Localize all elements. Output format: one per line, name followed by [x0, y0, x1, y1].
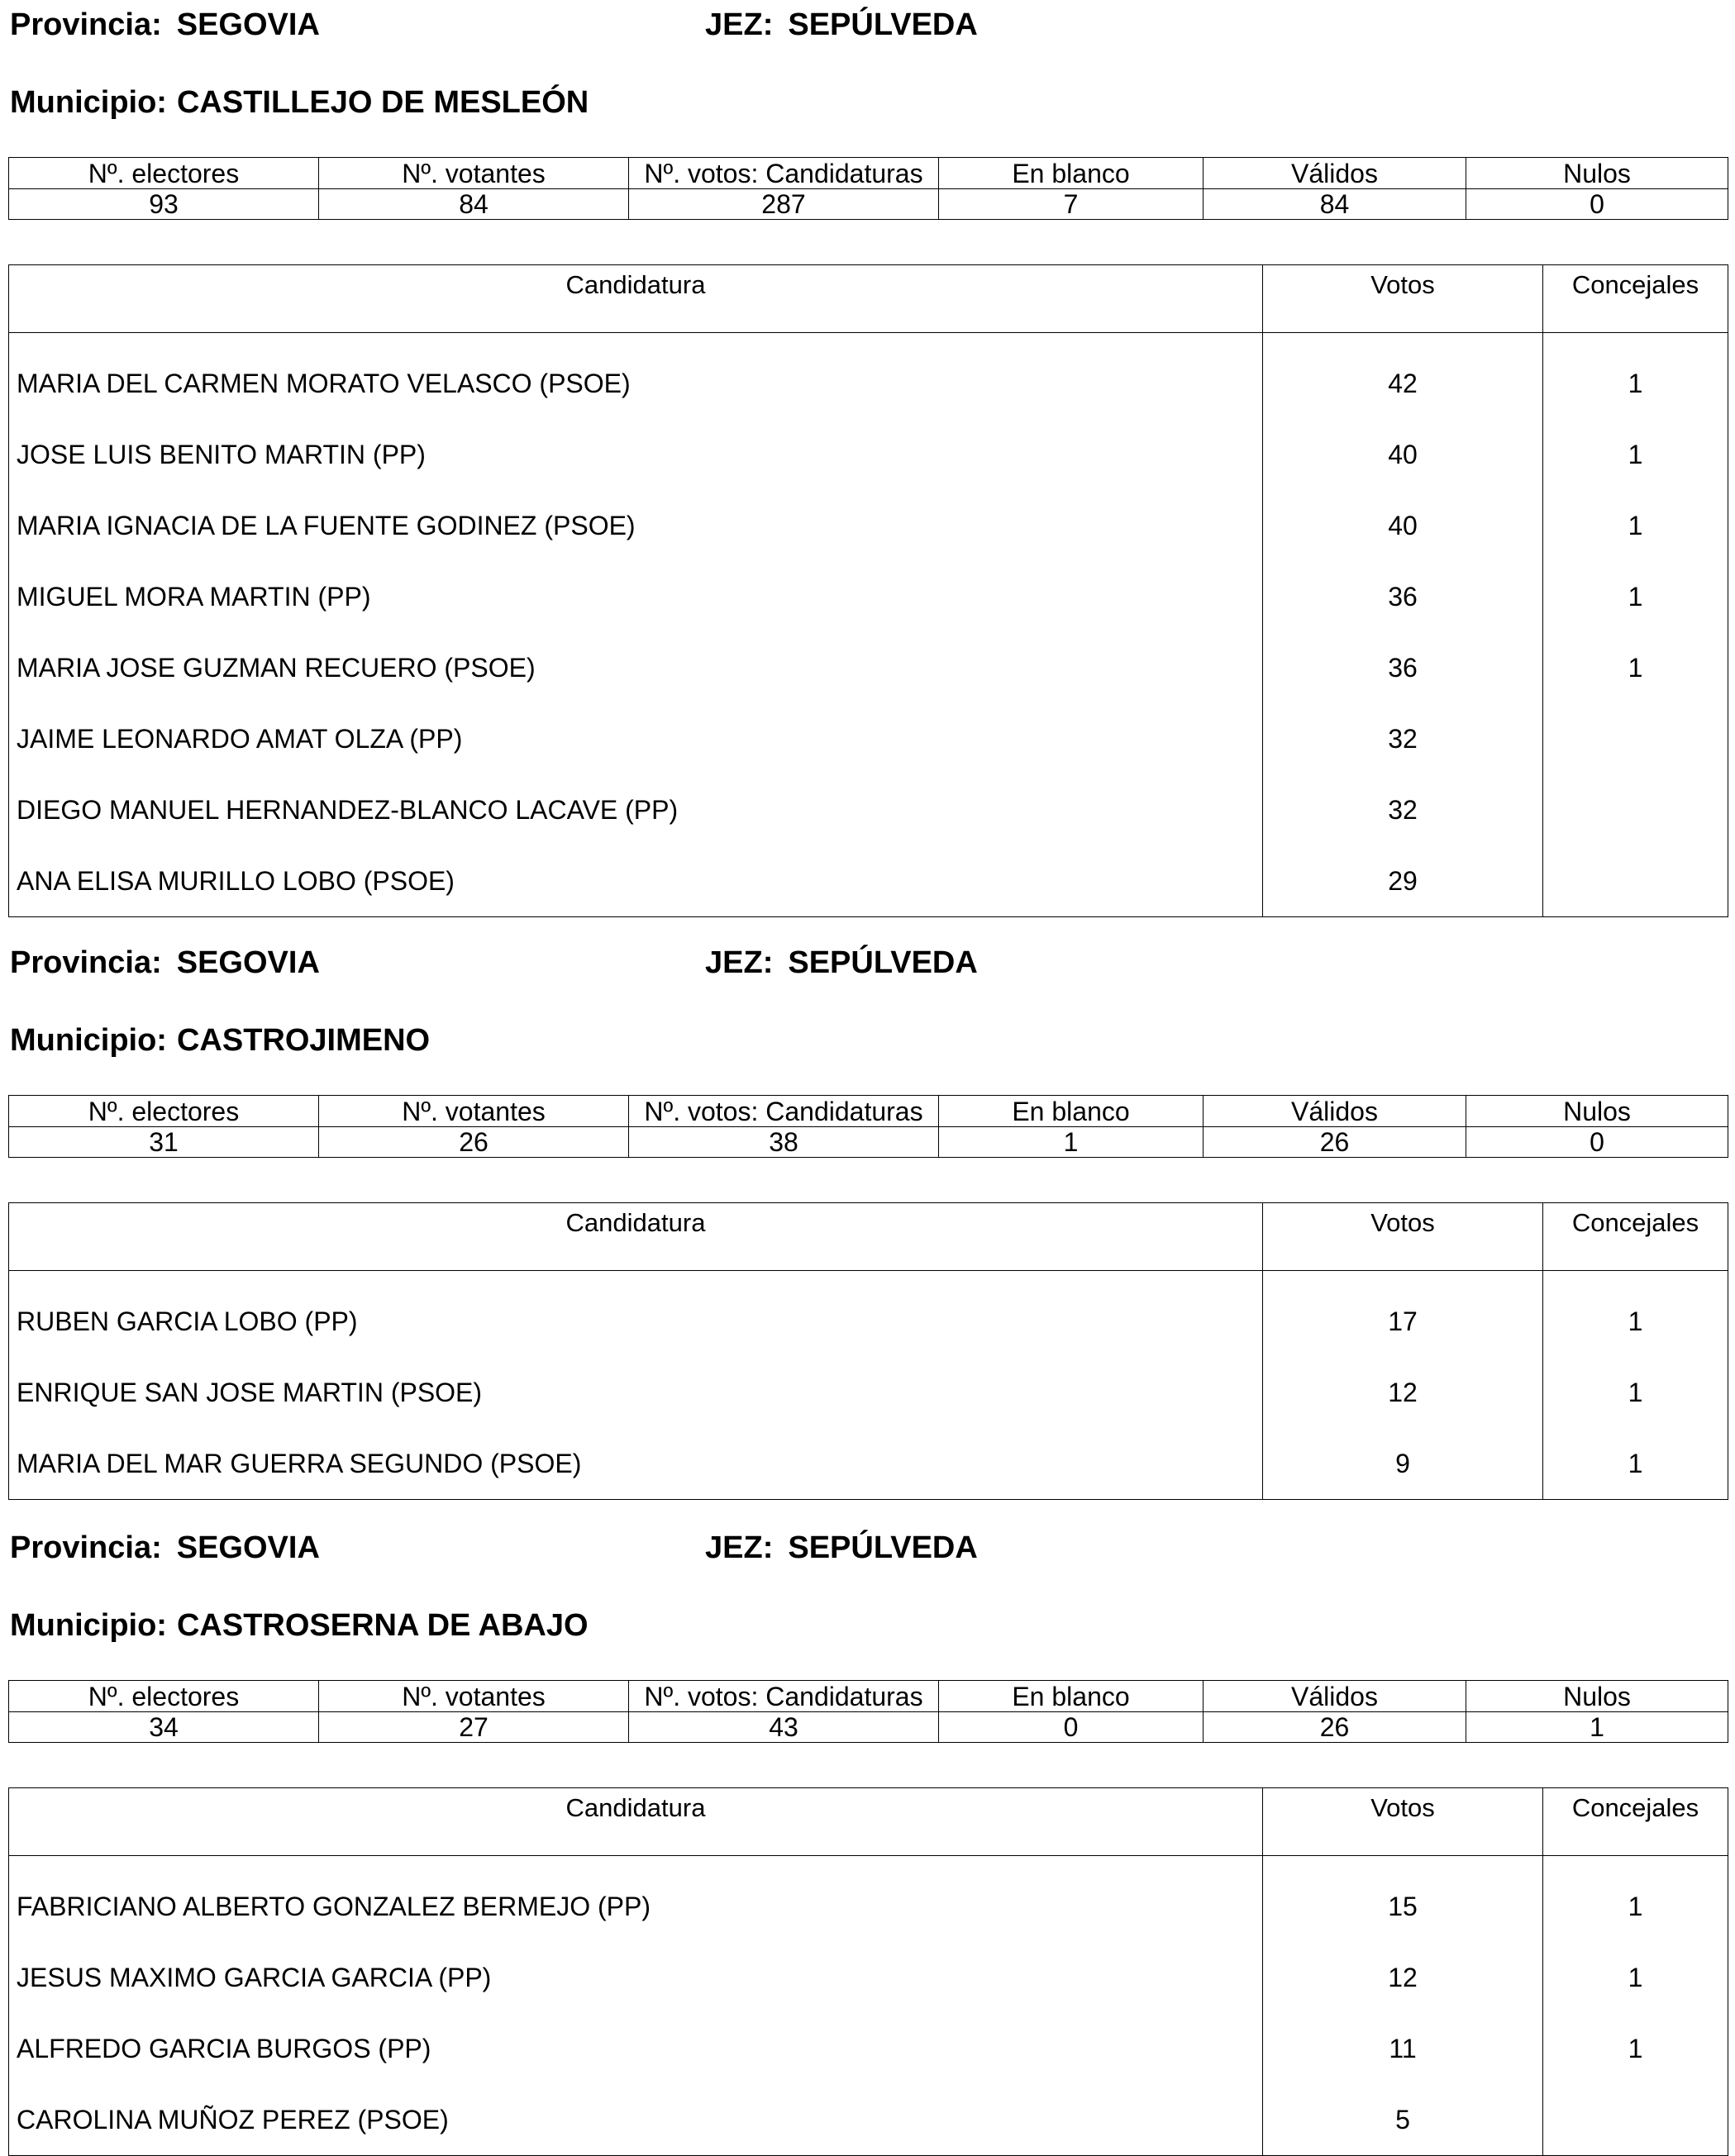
- stats-header-row: [9, 1096, 1728, 1127]
- candidate-name: ENRIQUE SAN JOSE MARTIN (PSOE): [17, 1377, 483, 1407]
- header-votos: Votos: [1263, 265, 1543, 333]
- stat-header-nulos: Nulos: [1466, 1096, 1728, 1127]
- stat-header-nulos: Nulos: [1466, 1681, 1728, 1712]
- candidate-concejales: 1: [1543, 1871, 1728, 1942]
- candidate-name: MARIA DEL MAR GUERRA SEGUNDO (PSOE): [17, 1448, 582, 1478]
- candidate-votos: 32: [1263, 774, 1543, 845]
- candidate-concejales: 1: [1543, 561, 1728, 632]
- stat-electores: 34: [9, 1712, 319, 1743]
- candidates-header-row: [9, 265, 1728, 333]
- candidate-votos: 17: [1263, 1286, 1543, 1357]
- provincia-heading: [10, 945, 320, 981]
- provincia-label: Provincia:: [10, 1530, 162, 1565]
- provincia-value: SEGOVIA: [176, 945, 320, 980]
- candidate-name: ANA ELISA MURILLO LOBO (PSOE): [17, 865, 455, 896]
- stats-table: [8, 1680, 1728, 1743]
- candidate-concejales: 1: [1543, 1942, 1728, 2013]
- candidate-votos: 36: [1263, 561, 1543, 632]
- stat-en-blanco: 1: [939, 1127, 1204, 1158]
- candidate-name: JAIME LEONARDO AMAT OLZA (PP): [17, 723, 463, 754]
- candidate-row: [9, 1286, 1728, 1357]
- candidate-votos: 5: [1263, 2084, 1543, 2156]
- header-candidatura: Candidatura: [9, 1788, 1263, 1856]
- stat-header-validos: Válidos: [1204, 1096, 1466, 1127]
- jez-heading: [705, 1530, 978, 1566]
- candidate-row: [9, 348, 1728, 419]
- stat-header-validos: Válidos: [1204, 158, 1466, 189]
- spacer-row: [9, 333, 1728, 349]
- candidate-concejales: [1543, 703, 1728, 774]
- candidate-votos: 40: [1263, 490, 1543, 561]
- candidate-row: [9, 561, 1728, 632]
- provincia-heading: [10, 1530, 320, 1566]
- stat-header-en-blanco: En blanco: [939, 158, 1204, 189]
- header-votos: Votos: [1263, 1788, 1543, 1856]
- stat-header-votos-candidaturas: Nº. votos: Candidaturas: [629, 1096, 939, 1127]
- candidate-name: JOSE LUIS BENITO MARTIN (PP): [17, 439, 426, 469]
- candidate-name: CAROLINA MUÑOZ PEREZ (PSOE): [17, 2104, 449, 2135]
- provincia-label: Provincia:: [10, 945, 162, 980]
- jez-label: JEZ:: [705, 7, 774, 42]
- stat-en-blanco: 7: [939, 189, 1204, 220]
- spacer-row: [9, 1856, 1728, 1872]
- candidate-name: ALFREDO GARCIA BURGOS (PP): [17, 2033, 431, 2063]
- stat-validos: 26: [1204, 1712, 1466, 1743]
- stat-header-votos-candidaturas: Nº. votos: Candidaturas: [629, 158, 939, 189]
- stat-header-en-blanco: En blanco: [939, 1681, 1204, 1712]
- candidate-votos: 12: [1263, 1357, 1543, 1428]
- candidate-name: MARIA DEL CARMEN MORATO VELASCO (PSOE): [17, 368, 631, 398]
- candidates-header-row: [9, 1203, 1728, 1271]
- candidate-name: RUBEN GARCIA LOBO (PP): [17, 1306, 358, 1336]
- stat-votantes: 84: [319, 189, 629, 220]
- stat-votos-candidaturas: 43: [629, 1712, 939, 1743]
- candidate-votos: 32: [1263, 703, 1543, 774]
- stat-nulos: 1: [1466, 1712, 1728, 1743]
- candidate-name: JESUS MAXIMO GARCIA GARCIA (PP): [17, 1962, 492, 1992]
- stat-nulos: 0: [1466, 1127, 1728, 1158]
- stat-header-votantes: Nº. votantes: [319, 1096, 629, 1127]
- candidate-row: [9, 703, 1728, 774]
- candidate-concejales: 1: [1543, 632, 1728, 703]
- candidate-concejales: 1: [1543, 490, 1728, 561]
- stat-en-blanco: 0: [939, 1712, 1204, 1743]
- municipio-label: Municipio:: [10, 1608, 167, 1643]
- jez-label: JEZ:: [705, 1530, 774, 1565]
- stats-value-row: [9, 1712, 1728, 1743]
- candidate-row: [9, 774, 1728, 845]
- header-candidatura: Candidatura: [9, 265, 1263, 333]
- candidate-votos: 15: [1263, 1871, 1543, 1942]
- candidate-concejales: [1543, 2084, 1728, 2156]
- stat-electores: 93: [9, 189, 319, 220]
- provincia-value: SEGOVIA: [176, 1530, 320, 1565]
- header-candidatura: Candidatura: [9, 1203, 1263, 1271]
- header-votos: Votos: [1263, 1203, 1543, 1271]
- candidate-concejales: [1543, 774, 1728, 845]
- stat-header-votantes: Nº. votantes: [319, 158, 629, 189]
- provincia-heading: [10, 7, 320, 43]
- candidate-row: [9, 632, 1728, 703]
- candidates-table: [8, 1202, 1728, 1500]
- candidate-row: [9, 2084, 1728, 2156]
- stat-header-nulos: Nulos: [1466, 158, 1728, 189]
- jez-label: JEZ:: [705, 945, 774, 980]
- candidate-name: DIEGO MANUEL HERNANDEZ-BLANCO LACAVE (PP): [17, 794, 679, 825]
- candidate-concejales: 1: [1543, 2013, 1728, 2084]
- header-concejales: Concejales: [1543, 1788, 1728, 1856]
- candidates-header-row: [9, 1788, 1728, 1856]
- candidate-votos: 40: [1263, 419, 1543, 490]
- candidate-votos: 29: [1263, 845, 1543, 917]
- header-concejales: Concejales: [1543, 1203, 1728, 1271]
- municipio-value: CASTILLEJO DE MESLEÓN: [176, 85, 589, 120]
- municipio-value: CASTROSERNA DE ABAJO: [176, 1608, 589, 1643]
- stat-header-electores: Nº. electores: [9, 1096, 319, 1127]
- municipio-heading: [10, 1607, 589, 1644]
- candidates-table: [8, 264, 1728, 917]
- stat-votos-candidaturas: 38: [629, 1127, 939, 1158]
- provincia-label: Provincia:: [10, 7, 162, 42]
- jez-heading: [705, 945, 978, 981]
- stat-votantes: 27: [319, 1712, 629, 1743]
- stats-table: [8, 157, 1728, 220]
- candidate-votos: 12: [1263, 1942, 1543, 2013]
- stats-value-row: [9, 189, 1728, 220]
- candidate-row: [9, 1942, 1728, 2013]
- candidate-name: MARIA IGNACIA DE LA FUENTE GODINEZ (PSOE): [17, 510, 636, 540]
- municipio-value: CASTROJIMENO: [176, 1023, 431, 1058]
- stat-validos: 26: [1204, 1127, 1466, 1158]
- municipio-heading: [10, 84, 589, 121]
- candidate-row: [9, 2013, 1728, 2084]
- stat-header-validos: Válidos: [1204, 1681, 1466, 1712]
- stat-electores: 31: [9, 1127, 319, 1158]
- stat-validos: 84: [1204, 189, 1466, 220]
- stat-votantes: 26: [319, 1127, 629, 1158]
- municipio-label: Municipio:: [10, 1023, 167, 1058]
- candidate-concejales: 1: [1543, 419, 1728, 490]
- stat-nulos: 0: [1466, 189, 1728, 220]
- candidate-row: [9, 419, 1728, 490]
- stat-header-electores: Nº. electores: [9, 1681, 319, 1712]
- provincia-value: SEGOVIA: [176, 7, 320, 42]
- stats-header-row: [9, 158, 1728, 189]
- candidate-row: [9, 845, 1728, 917]
- stat-header-en-blanco: En blanco: [939, 1096, 1204, 1127]
- candidate-row: [9, 1428, 1728, 1500]
- header-concejales: Concejales: [1543, 265, 1728, 333]
- candidate-votos: 36: [1263, 632, 1543, 703]
- municipio-label: Municipio:: [10, 85, 167, 120]
- candidate-row: [9, 1357, 1728, 1428]
- candidate-row: [9, 1871, 1728, 1942]
- candidate-row: [9, 490, 1728, 561]
- candidates-table: [8, 1787, 1728, 2156]
- stat-votos-candidaturas: 287: [629, 189, 939, 220]
- stats-value-row: [9, 1127, 1728, 1158]
- candidate-votos: 9: [1263, 1428, 1543, 1500]
- candidate-name: FABRICIANO ALBERTO GONZALEZ BERMEJO (PP): [17, 1891, 651, 1921]
- stat-header-electores: Nº. electores: [9, 158, 319, 189]
- jez-value: SEPÚLVEDA: [788, 1530, 978, 1565]
- stats-table: [8, 1095, 1728, 1158]
- candidate-name: MIGUEL MORA MARTIN (PP): [17, 581, 371, 612]
- spacer-row: [9, 1271, 1728, 1287]
- jez-value: SEPÚLVEDA: [788, 7, 978, 42]
- candidate-concejales: 1: [1543, 348, 1728, 419]
- candidate-votos: 42: [1263, 348, 1543, 419]
- municipio-heading: [10, 1022, 430, 1059]
- jez-heading: [705, 7, 978, 43]
- candidate-concejales: 1: [1543, 1428, 1728, 1500]
- stat-header-votos-candidaturas: Nº. votos: Candidaturas: [629, 1681, 939, 1712]
- stat-header-votantes: Nº. votantes: [319, 1681, 629, 1712]
- candidate-concejales: 1: [1543, 1357, 1728, 1428]
- candidate-concejales: 1: [1543, 1286, 1728, 1357]
- stats-header-row: [9, 1681, 1728, 1712]
- candidate-name: MARIA JOSE GUZMAN RECUERO (PSOE): [17, 652, 536, 683]
- candidate-concejales: [1543, 845, 1728, 917]
- jez-value: SEPÚLVEDA: [788, 945, 978, 980]
- candidate-votos: 11: [1263, 2013, 1543, 2084]
